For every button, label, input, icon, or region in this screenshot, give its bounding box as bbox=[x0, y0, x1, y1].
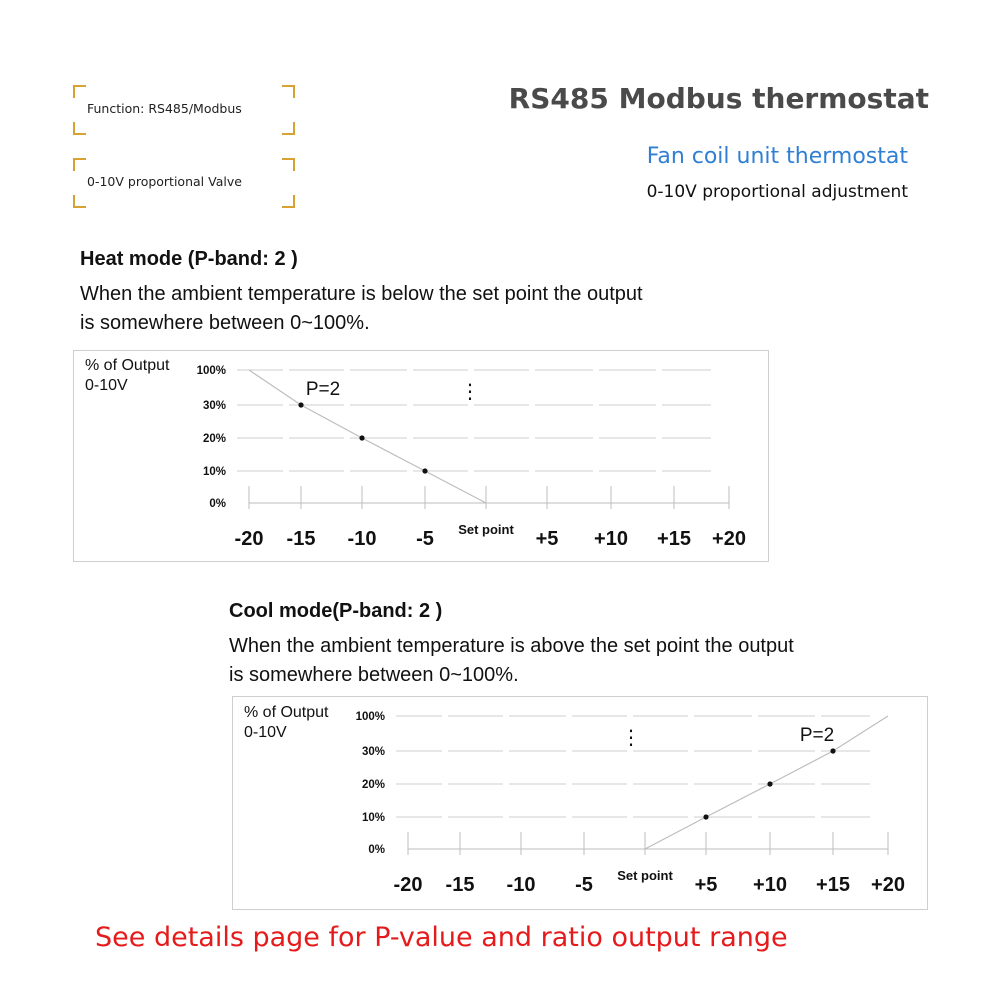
x-tick-label: -20 bbox=[393, 874, 423, 896]
ellipsis-mark: ⋮ bbox=[460, 379, 480, 403]
x-tick-label: -20 bbox=[234, 528, 264, 550]
heat-mode-title: Heat mode (P-band: 2 ) bbox=[80, 248, 298, 270]
y-tick-label: 0% bbox=[368, 844, 385, 856]
bracket-corner bbox=[282, 85, 295, 98]
data-point bbox=[830, 748, 835, 753]
series-line bbox=[645, 716, 888, 849]
y-tick-label: 100% bbox=[355, 711, 385, 723]
heat-mode-desc-line1: When the ambient temperature is below the set point the output bbox=[80, 283, 643, 305]
heat-chart-svg bbox=[74, 351, 768, 561]
page-title: RS485 Modbus thermostat bbox=[508, 82, 929, 115]
data-point bbox=[703, 814, 708, 819]
series-line bbox=[249, 370, 486, 503]
y-axis-label: % of Output bbox=[244, 704, 329, 721]
y-axis-label-voltage: 0-10V bbox=[85, 377, 128, 394]
bracket-corner bbox=[73, 195, 86, 208]
x-tick-label: +10 bbox=[753, 874, 787, 896]
x-tick-label: +5 bbox=[694, 874, 718, 896]
x-tick-label: -5 bbox=[575, 874, 593, 896]
feature-box-valve bbox=[73, 158, 295, 208]
cool-mode-title: Cool mode(P-band: 2 ) bbox=[229, 600, 443, 622]
cool-mode-chart bbox=[232, 696, 928, 910]
x-tick-label: -15 bbox=[445, 874, 475, 896]
data-point bbox=[422, 468, 427, 473]
feature-label: Function: RS485/Modbus bbox=[87, 101, 242, 116]
x-tick-label: +15 bbox=[816, 874, 850, 896]
cool-mode-desc-line1: When the ambient temperature is above the set point the output bbox=[229, 635, 794, 657]
x-tick-label: -10 bbox=[506, 874, 536, 896]
y-tick-label: 0% bbox=[209, 498, 226, 510]
heat-mode-chart bbox=[73, 350, 769, 562]
subtitle: Fan coil unit thermostat bbox=[646, 144, 908, 169]
p-band-annotation: P=2 bbox=[799, 725, 835, 746]
feature-label: 0-10V proportional Valve bbox=[87, 174, 242, 189]
p-band-annotation: P=2 bbox=[305, 379, 341, 400]
y-tick-label: 20% bbox=[202, 433, 226, 445]
heat-mode-desc-line2: is somewhere between 0~100%. bbox=[80, 312, 370, 334]
bracket-corner bbox=[282, 195, 295, 208]
cool-chart-svg bbox=[233, 697, 927, 909]
x-tick-label: -15 bbox=[286, 528, 316, 550]
bracket-corner bbox=[73, 85, 86, 98]
data-point bbox=[767, 781, 772, 786]
y-tick-label: 100% bbox=[196, 365, 226, 377]
x-tick-label: +5 bbox=[535, 528, 559, 550]
x-tick-label: +10 bbox=[594, 528, 628, 550]
x-tick-label: -5 bbox=[416, 528, 434, 550]
x-tick-label: +20 bbox=[712, 528, 746, 550]
data-point bbox=[359, 435, 364, 440]
y-axis-label-voltage: 0-10V bbox=[244, 724, 287, 741]
data-point bbox=[298, 402, 303, 407]
subtitle-secondary: 0-10V proportional adjustment bbox=[646, 182, 908, 202]
x-tick-label: Set point bbox=[617, 868, 673, 883]
footer-note: See details page for P-value and ratio output range bbox=[95, 922, 788, 953]
x-tick-label: +15 bbox=[657, 528, 691, 550]
bracket-corner bbox=[73, 158, 86, 171]
x-tick-label: Set point bbox=[458, 522, 514, 537]
feature-box-function bbox=[73, 85, 295, 135]
y-tick-label: 10% bbox=[361, 812, 385, 824]
y-tick-label: 30% bbox=[361, 746, 385, 758]
y-tick-label: 30% bbox=[202, 400, 226, 412]
cool-mode-desc-line2: is somewhere between 0~100%. bbox=[229, 664, 519, 686]
y-tick-label: 10% bbox=[202, 466, 226, 478]
y-axis-label: % of Output bbox=[85, 357, 170, 374]
bracket-corner bbox=[282, 158, 295, 171]
bracket-corner bbox=[282, 122, 295, 135]
ellipsis-mark: ⋮ bbox=[621, 725, 641, 749]
bracket-corner bbox=[73, 122, 86, 135]
y-tick-label: 20% bbox=[361, 779, 385, 791]
x-tick-label: +20 bbox=[871, 874, 905, 896]
x-tick-label: -10 bbox=[347, 528, 377, 550]
